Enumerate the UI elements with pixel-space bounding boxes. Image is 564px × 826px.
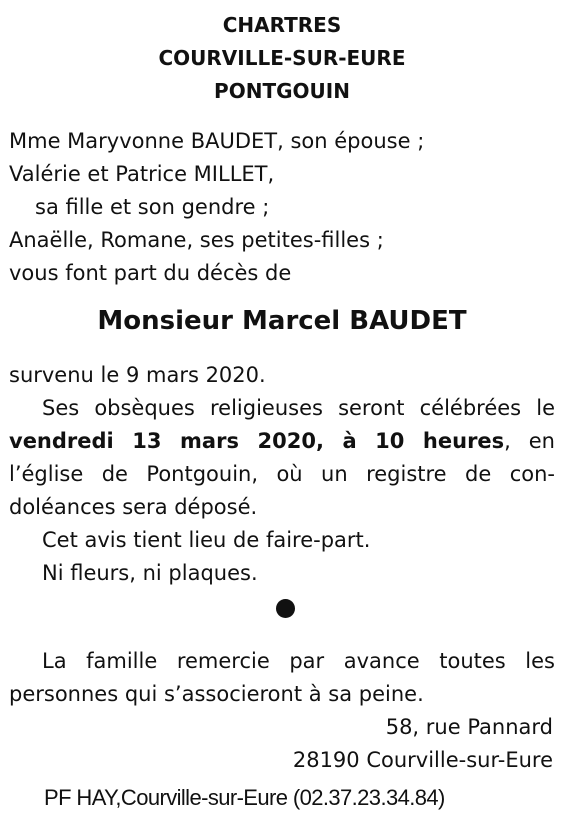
family-line-daughter: Valérie et Patrice MILLET, — [9, 162, 275, 186]
ceremony-line-2-end: , en — [504, 429, 555, 453]
separator-bullet — [276, 599, 295, 618]
place-pontgouin: PONTGOUIN — [214, 79, 350, 103]
deceased-name: Monsieur Marcel BAUDET — [97, 306, 467, 336]
ceremony-line-4: doléances sera déposé. — [9, 495, 258, 519]
avis-line: Cet avis tient lieu de faire-part. — [42, 528, 371, 552]
funeral-home-contact: PF HAY,Courville-sur-Eure (02.37.23.34.84) — [44, 785, 445, 810]
place-courville: COURVILLE-SUR-EURE — [158, 46, 406, 70]
family-line-relation: sa fille et son gendre ; — [35, 195, 270, 219]
family-line-granddaughters: Anaëlle, Romane, ses petites-filles ; — [9, 228, 384, 252]
flowers-line: Ni fleurs, ni plaques. — [42, 561, 258, 585]
address-city: 28190 Courville-sur-Eure — [292, 748, 553, 772]
family-line-spouse: Mme Maryvonne BAUDET, son épouse ; — [9, 129, 425, 153]
announcement-line: vous font part du décès de — [9, 261, 292, 285]
ceremony-date: vendredi 13 mars 2020, à 10 heures — [9, 429, 505, 453]
death-date: survenu le 9 mars 2020. — [9, 363, 266, 387]
address-street: 58, rue Pannard — [385, 715, 553, 739]
ceremony-line-3: l’église de Pontgouin, où un registre de con- — [9, 462, 555, 486]
ceremony-line-1: Ses obsèques religieuses seront célébrées le — [42, 396, 555, 420]
thanks-line-1: La famille remercie par avance toutes les — [42, 649, 555, 673]
place-chartres: CHARTRES — [222, 13, 342, 37]
thanks-line-2: personnes qui s’associeront à sa peine. — [9, 682, 424, 706]
ceremony-line-2 — [9, 428, 555, 454]
